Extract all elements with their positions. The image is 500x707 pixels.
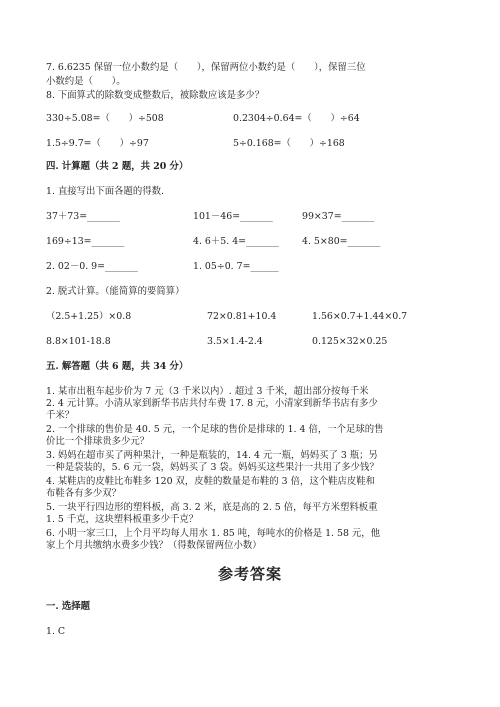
calc-1-item: 101－46=_______ (193, 211, 273, 222)
problem-3-line: 3. 妈妈在超市买了两种果汁，一种是瓶装的，14. 4 元一瓶，妈妈买了 3 瓶；另 (46, 450, 378, 461)
answer-key-title: 参考答案 (217, 565, 282, 583)
calc-1-item: 169÷13=_______ (46, 236, 125, 247)
calc-1-item: 37＋73=_______ (46, 211, 120, 222)
calc-1-item: 4. 5×80=_______ (302, 236, 381, 247)
problem-3-line: 一种是袋装的，5. 6 元一袋，妈妈买了 3 袋。妈妈买这些果汁一共用了多少钱？ (46, 462, 379, 473)
answer-1: 1. C (46, 626, 66, 637)
problem-6-line: 家上个月共缴纳水费多少钱？（得数保留两位小数） (46, 540, 262, 551)
q8-item-1: 330÷5.08=（ ）÷508 (46, 113, 164, 124)
calc-question-1: 1. 直接写出下面各题的得数. (46, 186, 165, 197)
question-7-line-1: 7. 6.6235 保留一位小数约是（ ），保留两位小数约是（ ），保留三位 (46, 62, 366, 73)
problem-2-line: 价比一个排球贵多少元？ (46, 436, 150, 447)
calc-1-item: 99×37=_______ (302, 211, 375, 222)
calc-2-item: （2.5+1.25）×0.8 (46, 311, 132, 322)
calc-question-2: 2. 脱式计算。（能简算的要简算） (46, 286, 185, 297)
question-8: 8. 下面算式的除数变成整数后，被除数应该是多少？ (46, 90, 265, 101)
question-7-line-2: 小数约是（ ）。 (46, 76, 126, 87)
section-5-heading: 五. 解答题（共 6 题，共 34 分） (46, 361, 189, 372)
problem-1-line: 1. 某市出租车起步价为 7 元（3 千米以内）. 超过 3 千米，超出部分按每千米 (46, 386, 369, 397)
q8-item-4: 5÷0.168=（ ）÷168 (233, 138, 345, 149)
calc-1-item: 4. 6＋5. 4=_______ (193, 236, 279, 247)
q8-item-2: 0.2304÷0.64=（ ）÷64 (233, 113, 360, 124)
problem-5-line: 1. 5 千克，这块塑料板重多少千克？ (46, 514, 199, 525)
calc-2-item: 0.125×32×0.25 (312, 336, 388, 347)
answer-section-1-heading: 一. 选择题 (46, 601, 91, 612)
calc-2-item: 8.8×101-18.8 (46, 336, 111, 347)
calc-2-item: 1.56×0.7+1.44×0.7 (312, 311, 408, 322)
calc-2-item: 72×0.81+10.4 (207, 311, 277, 322)
problem-6-line: 6. 小明一家三口，上个月平均每人用水 1. 85 吨，每吨水的价格是 1. 58 元，他 (46, 528, 381, 539)
problem-1-line: 2. 4 元计算。小清从家到新华书店共付车费 17. 8 元，小清家到新华书店有多少 (46, 398, 378, 409)
problem-4-line: 布鞋各有多少双？ (46, 488, 122, 499)
problem-5-line: 5. 一块平行四边形的塑料板，高 3. 2 米，底是高的 2. 5 倍，每平方米塑料板重 (46, 502, 378, 513)
problem-2-line: 2. 一个排球的售价是 40. 5 元，一个足球的售价是排球的 1. 4 倍，一个足球的售 (46, 424, 384, 435)
problem-1-line: 千米？ (46, 410, 75, 421)
problem-4-line: 4. 某鞋店的皮鞋比布鞋多 120 双，皮鞋的数量是布鞋的 3 倍，这个鞋店皮鞋和 (46, 476, 375, 487)
section-4-heading: 四. 计算题（共 2 题，共 20 分） (46, 161, 189, 172)
q8-item-3: 1.5÷9.7=（ ）÷97 (46, 138, 149, 149)
calc-2-item: 3.5×1.4-2.4 (207, 336, 263, 347)
calc-1-item: 2. 02－0. 9=_______ (46, 261, 138, 272)
calc-1-item: 1. 05÷0. 7=______ (193, 261, 279, 272)
